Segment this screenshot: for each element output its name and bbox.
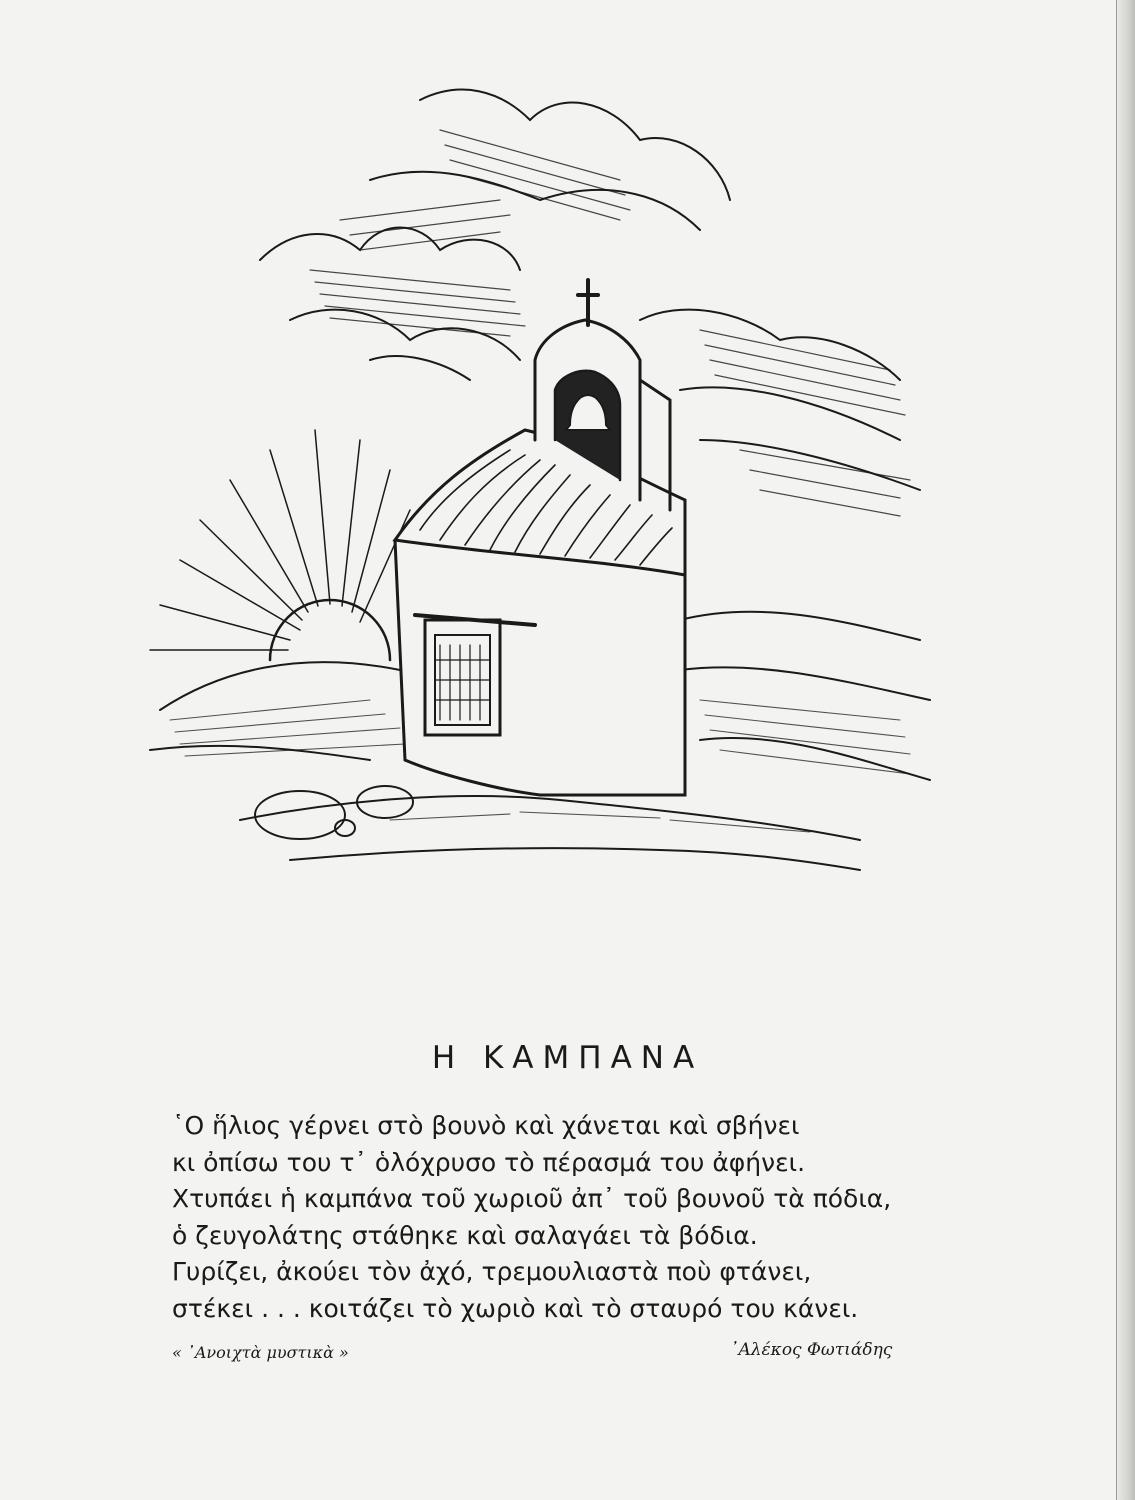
poem-line: ὁ ζευγολάτης στάθηκε καὶ σαλαγάει τὰ βόδια. — [172, 1220, 758, 1250]
author-name: ᾿Αλέκος Φωτιάδης — [730, 1340, 893, 1360]
poem-line: Χτυπάει ἡ καμπάνα τοῦ χωριοῦ ἀπ᾽ τοῦ βουνοῦ τὰ πόδια, — [172, 1184, 892, 1213]
poem-line: κι ὀπίσω του τ᾽ ὁλόχρυσο τὸ πέρασμά του ἀφήνει. — [172, 1147, 806, 1177]
chapel-bell-sunset-icon — [140, 60, 940, 900]
poem-line: Γυρίζει, ἀκούει τὸν ἀχό, τρεμουλιαστὰ ποὺ φτάνει, — [172, 1257, 812, 1286]
poem-title: Η ΚΑΜΠΑΝΑ — [431, 1040, 704, 1076]
poem-line: στέκει . . . κοιτάζει τὸ χωριὸ καὶ τὸ σταυρό του κάνει. — [172, 1293, 859, 1323]
page-edge — [1116, 0, 1135, 1500]
poem-line: ῾Ο ἥλιος γέρνει στὸ βουνὸ καὶ χάνεται καὶ σβήνει — [172, 1111, 800, 1140]
source-citation: « ᾿Ανοιχτὰ μυστικὰ » — [172, 1343, 349, 1362]
poem-body — [172, 1108, 992, 1327]
